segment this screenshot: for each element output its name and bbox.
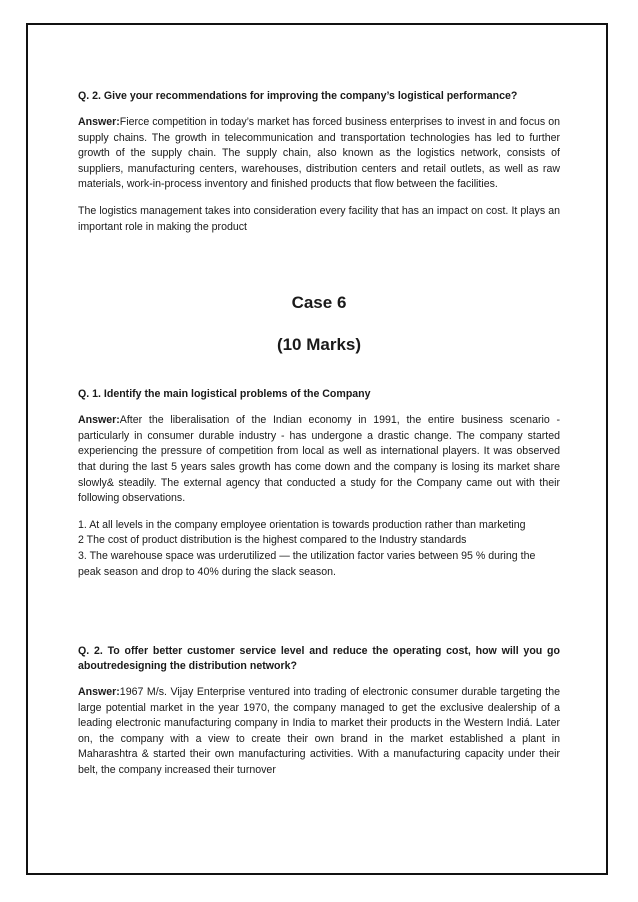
question-2-answer (78, 115, 560, 193)
case-6-question-2-heading: Q. 2. To offer better customer service level and reduce the operating cost, how will you go aboutredesigning the distribution network? (78, 645, 560, 673)
case-6-question-1-answer (78, 413, 560, 507)
observations-list (78, 518, 560, 580)
answer-label: Answer: (78, 116, 120, 128)
answer-label: Answer: (78, 686, 120, 699)
question-2-heading: Q. 2. Give your recommendations for improving the company’s logistical performance? (78, 90, 518, 102)
list-item: 3. The warehouse space was urderutilized — the utilization factor varies between 95 % during the peak season and drop to 40% during the slack season. (78, 549, 536, 578)
case-6-question-1-heading: Q. 1. Identify the main logistical problems of the Company (78, 388, 371, 401)
case-6-question-2-answer (78, 685, 560, 779)
document-content (78, 89, 560, 779)
answer-text: 1967 M/s. Vijay Enterprise ventured into trading of electronic consumer durable targeting the large potential market in the year 1970, the company managed to get the exclusive dealership of a leading electronic manufacturing company in India to market their products in the Western Indiá. Later on, the company with a view to create their own brand in the market established a plant in Maharashtra & started their own manufacturing activities. With a manufacturing capacity under their belt, the company increased their turnover (78, 686, 560, 777)
list-item: 1. At all levels in the company employee orientation is towards production rather than marketing (78, 518, 526, 531)
answer-text: Fierce competition in today’s market has forced business enterprises to invest in and focus on supply chains. The growth in telecommunication and transportation technologies has led to further growth of the supply chain. The supply chain, also known as the logistics network, consists of suppliers, manufacturing centers, warehouses, distribution centers and retail outlets, as well as raw materials, work-in-process inventory and finished products that flow between the facilities. (78, 116, 560, 191)
case-title: Case 6 (291, 293, 347, 313)
question-2-paragraph-2: The logistics management takes into consideration every facility that has an impact on cost. It plays an important role in making the product (78, 204, 560, 233)
answer-label: Answer: (78, 414, 120, 427)
list-item: 2 The cost of product distribution is the highest compared to the Industry standards (78, 534, 467, 547)
answer-text: After the liberalisation of the Indian economy in 1991, the entire business scenario - particularly in consumer durable industry - has undergone a drastic change. The company started experiencing the pressure of competition from local as well as international players. It was observed that during the last 5 years sales growth has come down and the company is losing its market share slowly& steadily. The external agency that conducted a study for the Company came out with their following observations. (78, 414, 560, 505)
case-marks: (10 Marks) (276, 335, 362, 355)
